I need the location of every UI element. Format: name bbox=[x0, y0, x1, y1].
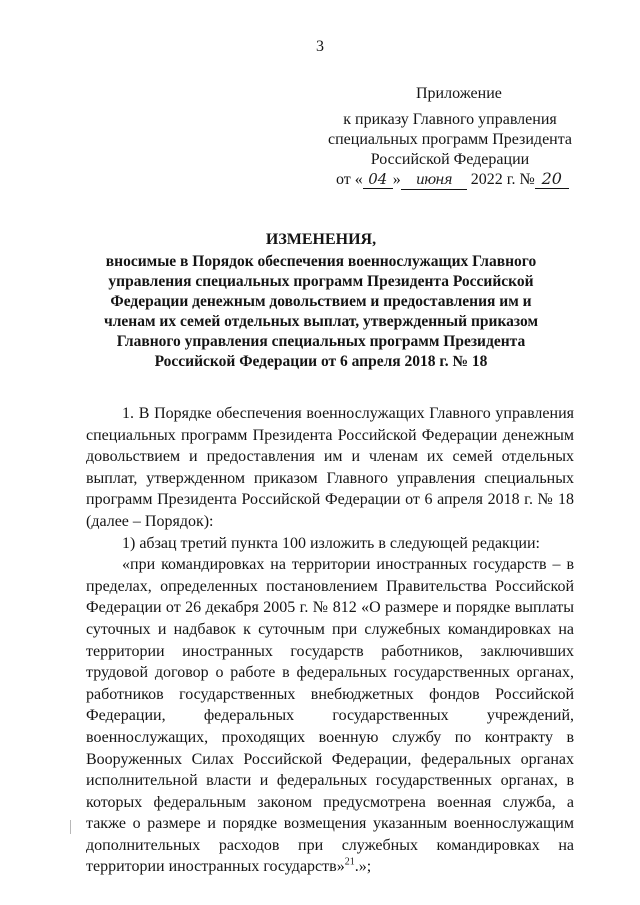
paragraph-3 bbox=[86, 554, 574, 878]
heading-title: ИЗМЕНЕНИЯ, bbox=[265, 231, 377, 248]
appendix-title: Приложение bbox=[416, 85, 502, 102]
margin-mark bbox=[70, 820, 71, 834]
appendix-line-1: к приказу Главного управления bbox=[343, 111, 557, 128]
handwritten-month: июня bbox=[401, 171, 467, 190]
appendix-line-2: специальных программ Президента bbox=[327, 131, 573, 148]
appendix-line-3: Российской Федерации bbox=[370, 151, 530, 168]
handwritten-number: 20 bbox=[535, 170, 569, 189]
footnote-ref: 21 bbox=[344, 857, 355, 869]
page-number: 3 bbox=[316, 38, 324, 55]
document-body bbox=[86, 403, 574, 878]
sign-year: 2022 г. № bbox=[470, 171, 535, 188]
paragraph-3-text: «при командировках на территории иностранных государств – в пределах, определенных постановлением Правительства Российской Федерации от 26 декабря 2005 г. № 812 «О размере и порядке выплаты суточных и надбавок к суточным при служебных командировках на территории иностранных государств работников, заключивших трудовой договор о работе в федеральных государственных органах, работников государственных внебюджетных фондов Российской Федерации, федеральных государственных учреждений, военнослужащих, проходящих военную службу по контракту в Вооруженных Силах Российской Федерации, федеральных органах исполнительной власти и федеральных государственных органах, в которых федеральным законом предусмотрена военная служба, а также о размере и порядке возмещения указанным военнослужащим дополнительных расходов при служебных командировках на территории иностранных государств» bbox=[86, 556, 574, 876]
sign-prefix: от « bbox=[336, 171, 363, 188]
handwritten-day: 04 bbox=[363, 170, 393, 189]
paragraph-3-end: .»; bbox=[354, 858, 372, 876]
document-heading bbox=[86, 230, 556, 372]
heading-subtitle: вносимые в Порядок обеспечения военнослужащих Главного управления специальных программ Президента Российской Федерации денежным довольствием и предоставления им и членам их семей отдельных выплат, утвержденный приказом Главного управления специальных программ Президента Российской Федерации от 6 апреля 2018 г. № 18 bbox=[103, 253, 539, 370]
appendix-block bbox=[320, 84, 580, 190]
paragraph-2: 1) абзац третий пункта 100 изложить в следующей редакции: bbox=[122, 534, 540, 552]
paragraph-1: 1. В Порядке обеспечения военнослужащих Главного управления специальных программ Президента Российской Федерации денежным довольствием и предоставления им и членам их семей отдельных выплат, утвержденном приказом Главного управления специальных программ Президента Российской Федерации от 6 апреля 2018 г. № 18 (далее – Порядок): bbox=[86, 405, 574, 530]
appendix-signature-line bbox=[320, 170, 580, 190]
sign-quote-close: » bbox=[392, 171, 401, 188]
